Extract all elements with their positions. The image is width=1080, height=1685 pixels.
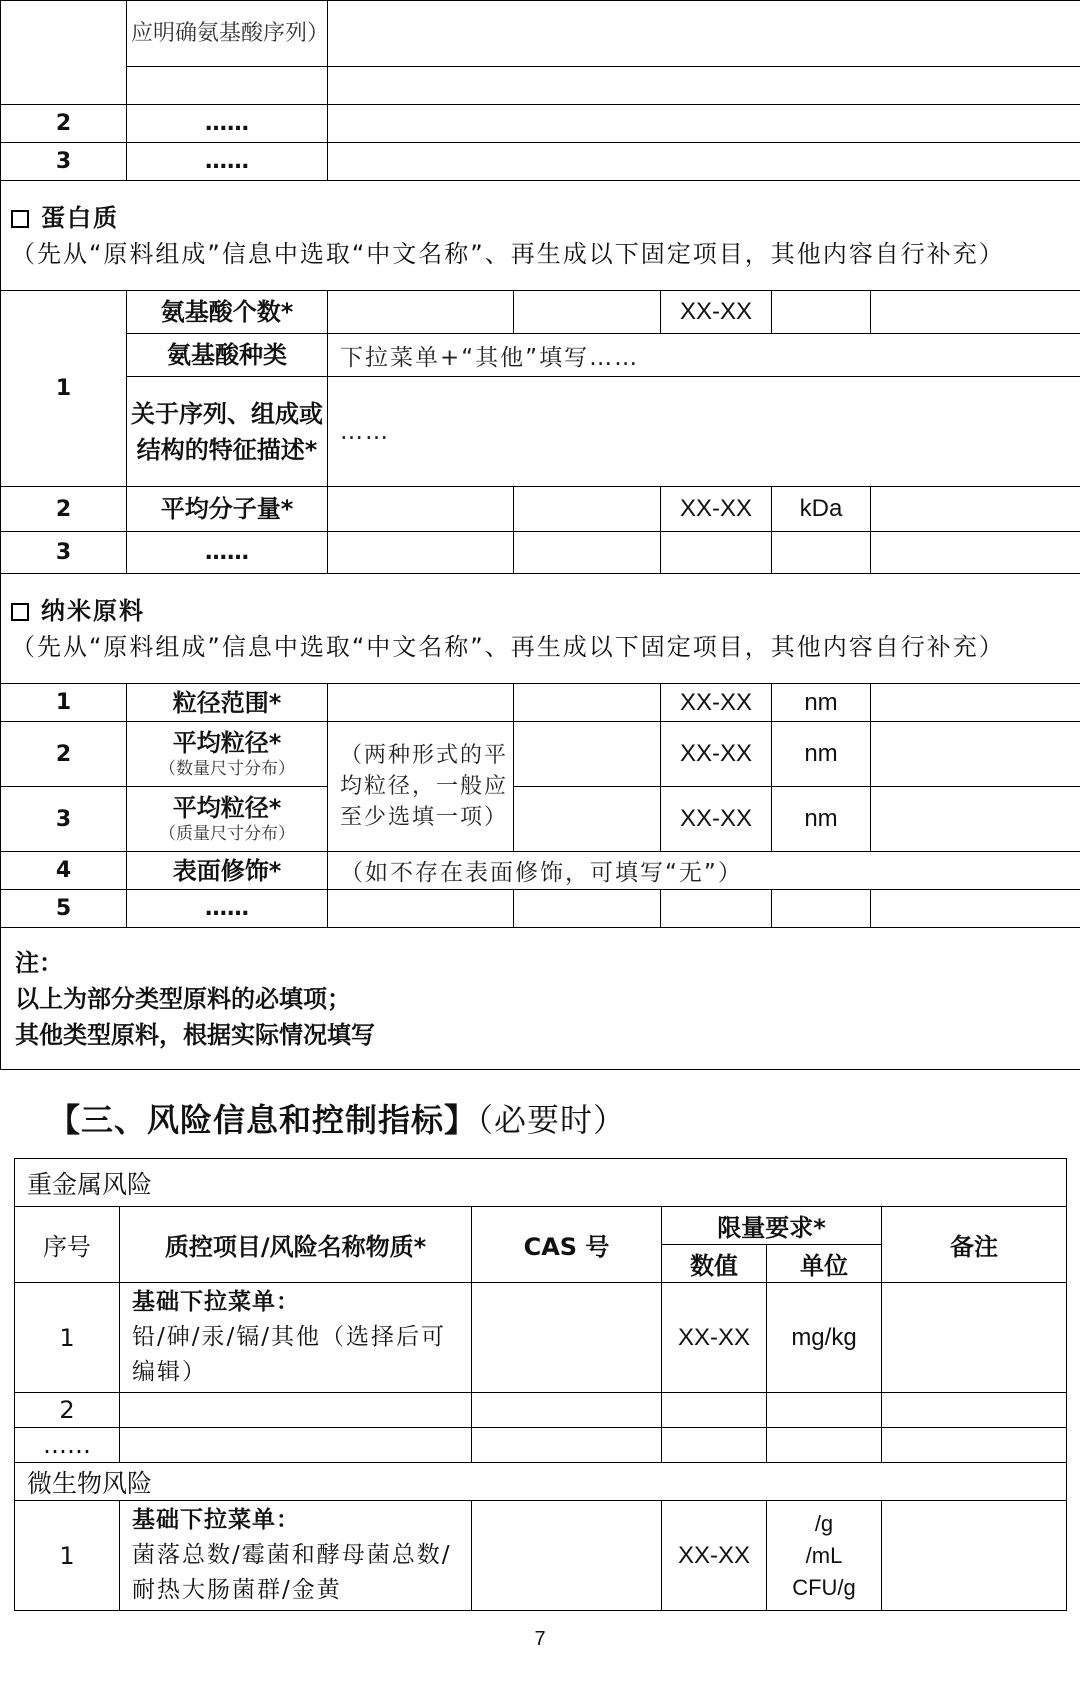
cell[interactable] bbox=[871, 684, 1080, 722]
row-input-cell[interactable] bbox=[328, 143, 1080, 181]
cell[interactable] bbox=[661, 532, 772, 574]
row-number: 2 bbox=[15, 1393, 120, 1428]
avg-size-number-label bbox=[127, 722, 328, 787]
protein-description: （先从“原料组成”信息中选取“中文名称”、再生成以下固定项目，其他内容自行补充） bbox=[11, 239, 1005, 268]
microbe-dropdown[interactable] bbox=[120, 1501, 472, 1611]
row-number: 1 bbox=[15, 1501, 120, 1611]
table-row bbox=[15, 1428, 1067, 1463]
aa-count-unit[interactable] bbox=[772, 291, 871, 334]
row-number: 3 bbox=[1, 143, 127, 181]
row-number: 4 bbox=[1, 852, 127, 890]
sequence-description-input[interactable]: …… bbox=[328, 377, 1080, 487]
avg-size-subtitle: （质量尺寸分布） bbox=[159, 824, 295, 844]
cell[interactable] bbox=[472, 1428, 662, 1463]
cell[interactable] bbox=[328, 684, 514, 722]
particle-size-range-label: 粒径范围* bbox=[127, 684, 328, 722]
dropdown-label: 基础下拉菜单： bbox=[132, 1507, 300, 1533]
cell[interactable] bbox=[871, 890, 1080, 928]
table-row bbox=[1, 684, 1080, 722]
cell[interactable] bbox=[328, 532, 514, 574]
avg-size-subtitle: （数量尺寸分布） bbox=[159, 759, 295, 779]
cell[interactable] bbox=[514, 532, 661, 574]
cell[interactable] bbox=[514, 890, 661, 928]
avg-size-title: 平均粒径* bbox=[172, 794, 282, 822]
mw-range: XX-XX bbox=[661, 487, 772, 532]
unit-cfu: CFU/g bbox=[792, 1574, 856, 1600]
note-line-2: 其他类型原料，根据实际情况填写 bbox=[15, 1020, 375, 1049]
note-block bbox=[1, 928, 1080, 1070]
row-name: …… bbox=[127, 143, 328, 181]
note-line-1: 以上为部分类型原料的必填项； bbox=[15, 984, 351, 1013]
table-row bbox=[1, 852, 1080, 890]
nano-title: 纳米原料 bbox=[41, 596, 145, 625]
avg-size-title: 平均粒径* bbox=[172, 729, 282, 757]
aa-count-remark[interactable] bbox=[871, 291, 1080, 334]
sequence-input-cell[interactable] bbox=[328, 1, 1080, 67]
protein-title: 蛋白质 bbox=[41, 203, 119, 232]
cell[interactable] bbox=[662, 1393, 767, 1428]
mw-input-2[interactable] bbox=[514, 487, 661, 532]
avg-size-note: （两种形式的平均粒径，一般应至少选填一项） bbox=[328, 722, 514, 852]
table-row bbox=[1, 105, 1080, 143]
empty-input-cell[interactable] bbox=[328, 67, 1080, 105]
range-value: XX-XX bbox=[661, 722, 772, 787]
cell[interactable] bbox=[767, 1428, 882, 1463]
nano-checkbox[interactable] bbox=[11, 603, 29, 621]
limit-unit bbox=[767, 1501, 882, 1611]
cell[interactable] bbox=[472, 1393, 662, 1428]
molecular-weight-label: 平均分子量* bbox=[127, 487, 328, 532]
header-remark: 备注 bbox=[882, 1207, 1067, 1283]
row-number: 1 bbox=[1, 684, 127, 722]
protein-row-1-number: 1 bbox=[1, 291, 127, 487]
aa-count-input-2[interactable] bbox=[514, 291, 661, 334]
nano-description: （先从“原料组成”信息中选取“中文名称”、再生成以下固定项目，其他内容自行补充） bbox=[11, 632, 1005, 661]
table-row bbox=[1, 143, 1080, 181]
header-item: 质控项目/风险名称物质* bbox=[120, 1207, 472, 1283]
cell[interactable] bbox=[514, 722, 661, 787]
unit-per-gram: /g bbox=[814, 1510, 834, 1536]
cell[interactable] bbox=[514, 684, 661, 722]
limit-value: XX-XX bbox=[662, 1283, 767, 1393]
cell[interactable] bbox=[662, 1428, 767, 1463]
table-row bbox=[1, 722, 1080, 787]
row-number: 2 bbox=[1, 487, 127, 532]
cell[interactable] bbox=[661, 890, 772, 928]
sequence-note: 应明确氨基酸序列） bbox=[127, 1, 328, 67]
range-value: XX-XX bbox=[661, 787, 772, 852]
heavy-metal-dropdown[interactable] bbox=[120, 1283, 472, 1393]
page-number: 7 bbox=[534, 1628, 546, 1650]
row-number: 5 bbox=[1, 890, 127, 928]
row-number: …… bbox=[15, 1428, 120, 1463]
cell[interactable] bbox=[871, 722, 1080, 787]
aa-count-range: XX-XX bbox=[661, 291, 772, 334]
nano-section-header bbox=[1, 574, 1080, 684]
cell[interactable] bbox=[772, 532, 871, 574]
row-number: 3 bbox=[1, 787, 127, 852]
section-3-heading bbox=[48, 1095, 626, 1141]
cell[interactable] bbox=[772, 890, 871, 928]
aa-count-input[interactable] bbox=[328, 291, 514, 334]
header-seq: 序号 bbox=[15, 1207, 120, 1283]
row-number: 3 bbox=[1, 532, 127, 574]
cell[interactable] bbox=[328, 890, 514, 928]
section-3-title: 【三、风险信息和控制指标】 bbox=[48, 1101, 478, 1139]
table-row bbox=[15, 1393, 1067, 1428]
protein-checkbox[interactable] bbox=[11, 210, 29, 228]
microbe-group: 微生物风险 bbox=[15, 1463, 1067, 1501]
aa-count-label: 氨基酸个数* bbox=[127, 291, 328, 334]
heavy-metal-group: 重金属风险 bbox=[15, 1159, 1067, 1207]
cell[interactable] bbox=[882, 1428, 1067, 1463]
table-row bbox=[1, 890, 1080, 928]
cell[interactable] bbox=[120, 1428, 472, 1463]
row-input-cell[interactable] bbox=[328, 105, 1080, 143]
row-name: …… bbox=[127, 532, 328, 574]
dropdown-items: 菌落总数/霉菌和酵母菌总数/耐热大肠菌群/金黄 bbox=[132, 1542, 452, 1603]
row-number: 2 bbox=[1, 722, 127, 787]
prev-row-num-cell bbox=[1, 1, 127, 105]
cell[interactable] bbox=[882, 1393, 1067, 1428]
section-3-qualifier: （必要时） bbox=[477, 1101, 627, 1139]
row-number: 2 bbox=[1, 105, 127, 143]
table-row bbox=[15, 1501, 1067, 1611]
avg-size-mass-label bbox=[127, 787, 328, 852]
sequence-description-label: 关于序列、组成或结构的特征描述* bbox=[127, 377, 328, 487]
limit-unit: mg/kg bbox=[767, 1283, 882, 1393]
range-value: XX-XX bbox=[661, 684, 772, 722]
note-label: 注： bbox=[15, 948, 63, 977]
mw-unit: kDa bbox=[772, 487, 871, 532]
row-name: …… bbox=[127, 105, 328, 143]
protein-section-header bbox=[1, 181, 1080, 291]
remark-input[interactable] bbox=[882, 1283, 1067, 1393]
unit-value: nm bbox=[772, 684, 871, 722]
empty-label-cell bbox=[127, 67, 328, 105]
header-cas: CAS 号 bbox=[472, 1207, 662, 1283]
dropdown-label: 基础下拉菜单： bbox=[132, 1289, 300, 1315]
mw-remark[interactable] bbox=[871, 487, 1080, 532]
cell[interactable] bbox=[871, 532, 1080, 574]
surface-modification-input[interactable]: （如不存在表面修饰，可填写“无”） bbox=[328, 852, 1080, 890]
header-value: 数值 bbox=[662, 1245, 767, 1283]
unit-value: nm bbox=[772, 722, 871, 787]
row-number: 1 bbox=[15, 1283, 120, 1393]
table-row bbox=[1, 487, 1080, 532]
cell[interactable] bbox=[514, 787, 661, 852]
table-row bbox=[1, 787, 1080, 852]
header-unit: 单位 bbox=[767, 1245, 882, 1283]
cell[interactable] bbox=[871, 787, 1080, 852]
limit-value: XX-XX bbox=[662, 1501, 767, 1611]
risk-table bbox=[14, 1158, 1067, 1611]
table-row bbox=[1, 532, 1080, 574]
row-name: …… bbox=[127, 890, 328, 928]
cell[interactable] bbox=[120, 1393, 472, 1428]
cell[interactable] bbox=[767, 1393, 882, 1428]
surface-modification-label: 表面修饰* bbox=[127, 852, 328, 890]
aa-type-dropdown[interactable]: 下拉菜单+“其他”填写…… bbox=[328, 334, 1080, 377]
mw-input[interactable] bbox=[328, 487, 514, 532]
cas-input[interactable] bbox=[472, 1283, 662, 1393]
aa-type-label: 氨基酸种类 bbox=[127, 334, 328, 377]
unit-per-ml: /mL bbox=[805, 1542, 843, 1568]
table-row bbox=[15, 1283, 1067, 1393]
remark-input[interactable] bbox=[882, 1501, 1067, 1611]
header-limit: 限量要求* bbox=[662, 1207, 882, 1245]
cas-input[interactable] bbox=[472, 1501, 662, 1611]
dropdown-items: 铅/砷/汞/镉/其他（选择后可编辑） bbox=[132, 1324, 446, 1385]
unit-value: nm bbox=[772, 787, 871, 852]
